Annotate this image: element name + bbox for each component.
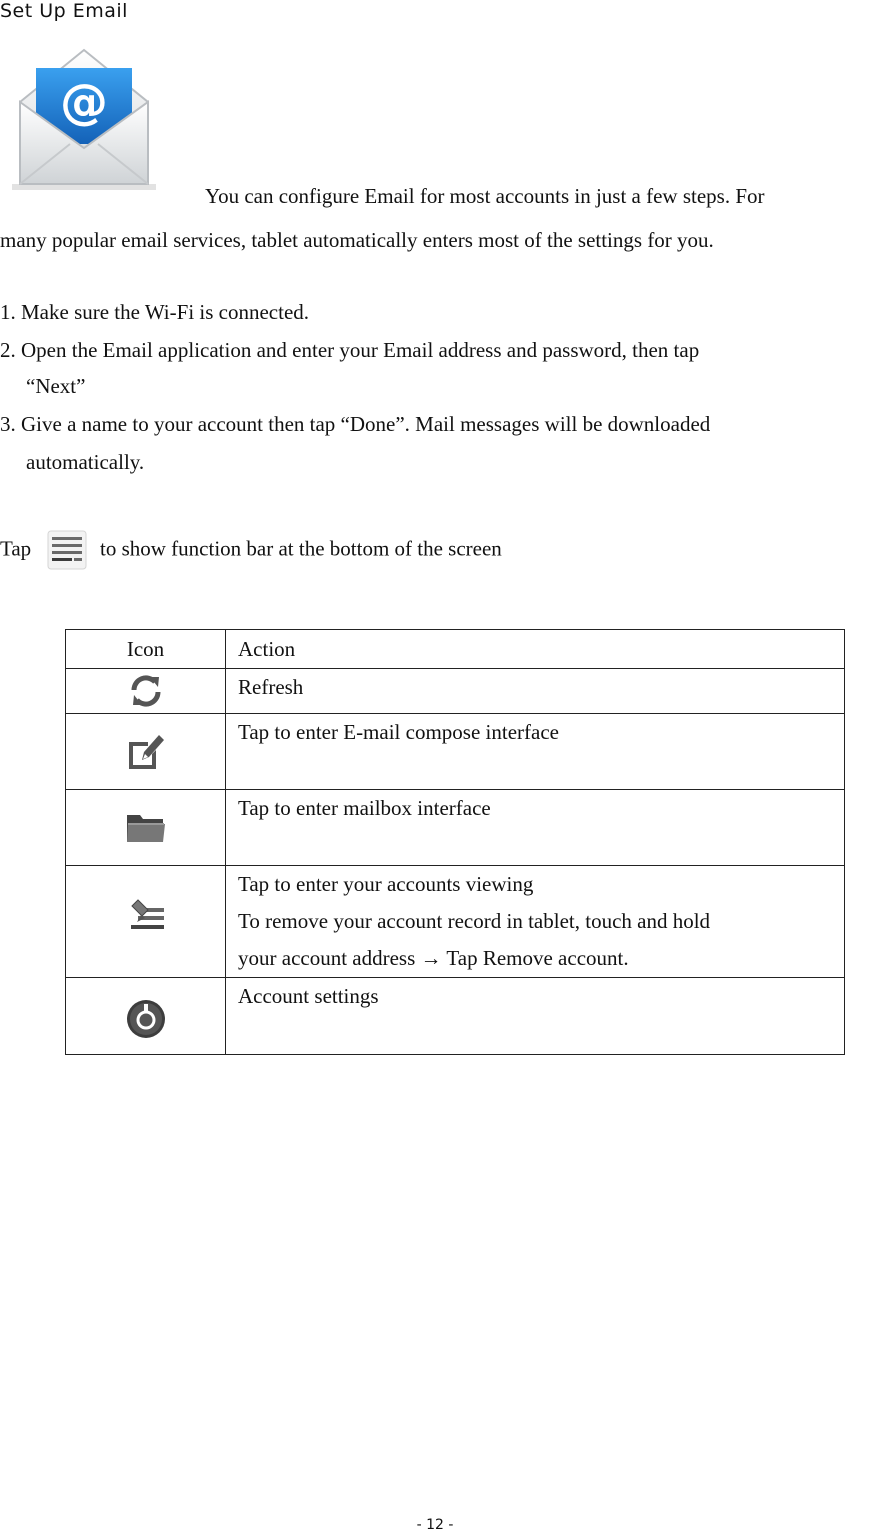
table-row xyxy=(66,669,845,714)
accounts-remove-note: To remove your account record in tablet, touch and hold xyxy=(238,909,711,933)
intro-line-2: many popular email services, tablet automatically enters most of the settings for you. xyxy=(0,228,714,252)
tap-prefix: Tap xyxy=(0,536,32,561)
step-1: 1. Make sure the Wi-Fi is connected. xyxy=(0,300,310,324)
accounts-icon xyxy=(126,898,166,934)
mailbox-action: Tap to enter mailbox interface xyxy=(238,796,491,820)
table-row xyxy=(66,978,845,1055)
tap-suffix: to show function bar at the bottom of the screen xyxy=(100,536,502,561)
email-app-icon xyxy=(8,44,160,196)
accounts-remove-note-continued: your account address → Tap Remove account. xyxy=(238,946,629,970)
menu-icon xyxy=(46,529,88,571)
table-header-row xyxy=(66,630,845,669)
intro-line-1: You can configure Email for most accounts in just a few steps. For xyxy=(205,184,765,208)
header-action: Action xyxy=(238,637,296,661)
header-action-cell xyxy=(226,630,845,669)
page-number: - 12 - xyxy=(416,1517,454,1533)
table-row xyxy=(66,866,845,978)
folder-icon xyxy=(125,810,167,844)
accounts-action: Tap to enter your accounts viewing xyxy=(238,872,534,896)
compose-action: Tap to enter E-mail compose interface xyxy=(238,720,559,744)
svg-text:@: @ xyxy=(60,74,108,130)
settings-action: Account settings xyxy=(238,984,379,1008)
step-2-continued: “Next” xyxy=(26,374,86,398)
header-icon: Icon xyxy=(126,637,165,661)
header-icon-cell xyxy=(66,630,226,669)
table-row xyxy=(66,714,845,790)
compose-icon xyxy=(126,730,166,770)
settings-icon xyxy=(125,998,167,1040)
step-3-continued: automatically. xyxy=(26,450,145,474)
function-table xyxy=(65,629,845,1055)
page-heading: Set Up Email xyxy=(0,0,128,22)
step-2: 2. Open the Email application and enter your Email address and password, then tap xyxy=(0,338,700,362)
refresh-icon xyxy=(128,673,164,709)
step-3: 3. Give a name to your account then tap “Done”. Mail messages will be downloaded xyxy=(0,412,711,436)
refresh-action: Refresh xyxy=(238,675,304,699)
table-row xyxy=(66,790,845,866)
